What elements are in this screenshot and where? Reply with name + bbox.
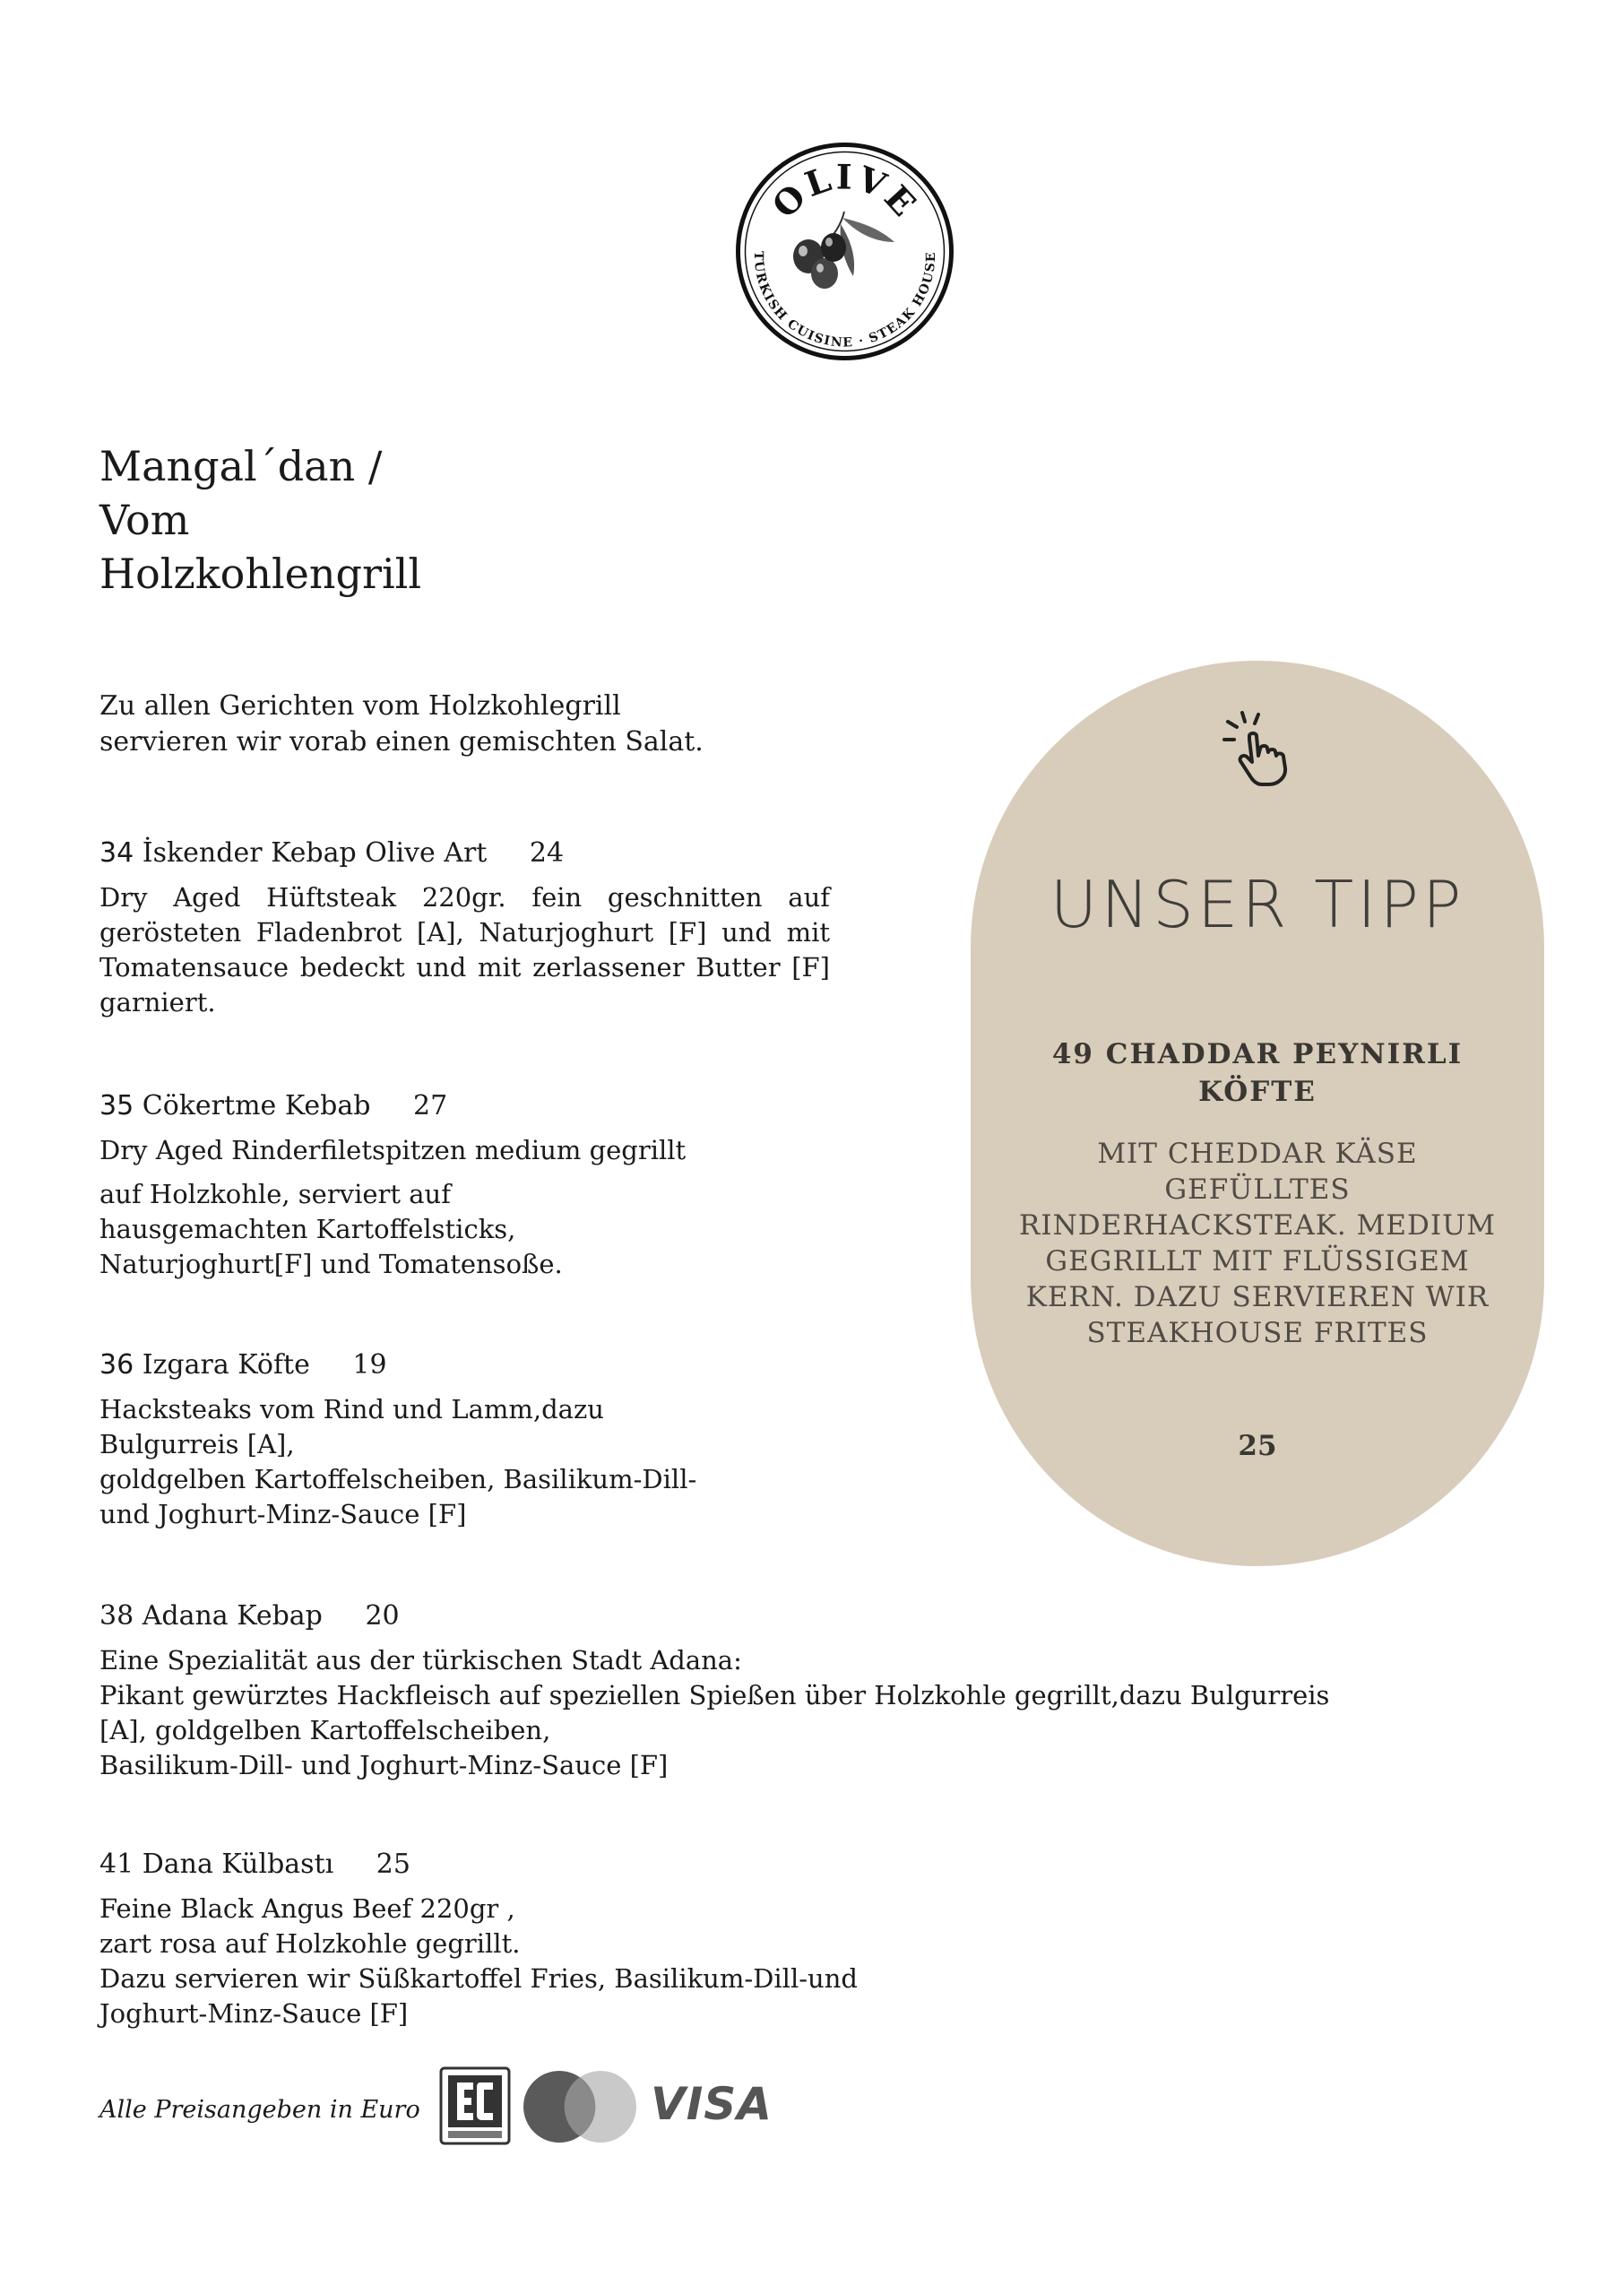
pointing-hand-icon — [1219, 706, 1301, 788]
tip-heading: UNSER TIPP — [1050, 867, 1465, 942]
description-line: Dry Aged Rinderfiletspitzen medium gegrillt — [99, 1135, 687, 1165]
title-line: Vom — [99, 496, 190, 544]
menu-item-36 — [99, 1347, 696, 1532]
tip-description-line: KERN. DAZU SERVIEREN WIR — [1025, 1281, 1490, 1313]
menu-item-header — [99, 1088, 686, 1124]
description-line: [A], goldgelben Kartoffelscheiben, — [99, 1715, 551, 1745]
description-line: Hacksteaks vom Rind und Lamm,dazu — [99, 1394, 604, 1424]
tip-dish-line: KÖFTE — [1198, 1076, 1317, 1108]
svg-text:OLIVE: OLIVE — [764, 156, 926, 226]
description-line: Basilikum-Dill- und Joghurt-Minz-Sauce [F] — [99, 1750, 669, 1780]
menu-item-name: İskender Kebap Olive Art — [142, 837, 488, 869]
menu-item-price: 27 — [413, 1090, 448, 1121]
description-line: und Joghurt-Minz-Sauce [F] — [99, 1499, 467, 1529]
menu-item-41 — [99, 1847, 858, 2031]
intro-line: Zu allen Gerichten vom Holzkohlegrill — [99, 690, 621, 722]
menu-item-description — [99, 1392, 696, 1532]
menu-item-34 — [99, 836, 830, 1020]
menu-item-description — [99, 880, 830, 1020]
menu-item-header — [99, 1347, 696, 1383]
olive-logo — [735, 142, 955, 361]
mastercard-logo — [516, 2066, 644, 2147]
menu-item-38 — [99, 1598, 1329, 1783]
menu-item-name: Cökertme Kebab — [142, 1090, 371, 1121]
menu-item-name: Izgara Köfte — [142, 1349, 310, 1381]
tip-price: 25 — [1238, 1430, 1277, 1462]
svg-text:TURKISH CUISINE · STEAK HOUSE: TURKISH CUISINE · STEAK HOUSE — [750, 251, 939, 351]
intro-line: servieren wir vorab einen gemischten Salat. — [99, 726, 704, 758]
menu-item-number: 35 — [99, 1090, 134, 1121]
menu-item-description — [99, 1643, 1329, 1783]
description-line: Dazu servieren wir Süßkartoffel Fries, Basilikum-Dill-und — [99, 1963, 858, 1994]
description-line: hausgemachten Kartoffelsticks, — [99, 1214, 516, 1244]
tip-description-line: GEFÜLLTES — [1164, 1173, 1351, 1206]
title-line: Holzkohlengrill — [99, 550, 422, 598]
tip-dish-name — [971, 1035, 1544, 1111]
description-line: Naturjoghurt[F] und Tomatensoße. — [99, 1249, 563, 1279]
tip-description — [989, 1136, 1526, 1351]
tip-dish-line: 49 CHADDAR PEYNIRLI — [1051, 1038, 1464, 1070]
description-text: Dry Aged Hüftsteak 220gr. fein geschnitten auf gerösteten Fladenbrot [A], Naturjoghurt [F] und mit Tomatensauce bedeckt und mit zerlassener Butter [F] garniert. — [99, 882, 830, 1017]
description-line: Eine Spezialität aus der türkischen Stadt Adana: — [99, 1645, 742, 1676]
price-note: Alle Preisangeben in Euro — [99, 2096, 420, 2124]
tip-description-line: GEGRILLT MIT FLÜSSIGEM — [1045, 1245, 1470, 1277]
description-line: Pikant gewürztes Hackfleisch auf speziellen Spießen über Holzkohle gegrillt,dazu Bulgurreis — [99, 1680, 1330, 1710]
ec-logo — [439, 2066, 511, 2145]
menu-item-header — [99, 1847, 858, 1883]
tip-description-line: MIT CHEDDAR KÄSE — [1097, 1138, 1418, 1170]
title-line: Mangal´dan / — [99, 442, 383, 490]
page-title — [99, 439, 421, 601]
menu-item-price: 24 — [529, 837, 565, 869]
menu-item-35 — [99, 1088, 686, 1282]
menu-item-description — [99, 1133, 686, 1282]
menu-item-header — [99, 836, 830, 871]
description-line: auf Holzkohle, serviert auf — [99, 1179, 451, 1209]
description-line: Bulgurreis [A], — [99, 1429, 295, 1459]
tip-description-line: RINDERHACKSTEAK. MEDIUM — [1019, 1209, 1496, 1242]
description-line: Joghurt-Minz-Sauce [F] — [99, 1998, 409, 2029]
visa-logo: VISA — [651, 2078, 773, 2130]
menu-item-header — [99, 1598, 1329, 1634]
menu-item-description — [99, 1892, 858, 2031]
description-line: zart rosa auf Holzkohle gegrillt. — [99, 1928, 521, 1959]
menu-item-number: 41 — [99, 1849, 134, 1880]
menu-item-number: 36 — [99, 1349, 134, 1381]
tip-description-line: STEAKHOUSE FRITES — [1086, 1317, 1429, 1349]
menu-item-price: 25 — [376, 1849, 410, 1880]
menu-item-name: Adana Kebap — [142, 1600, 323, 1632]
menu-item-price: 20 — [365, 1600, 400, 1632]
menu-item-number: 34 — [99, 837, 134, 869]
menu-item-name: Dana Külbastı — [142, 1849, 334, 1880]
description-line: Feine Black Angus Beef 220gr , — [99, 1893, 515, 1924]
menu-item-number: 38 — [99, 1600, 134, 1632]
description-line: goldgelben Kartoffelscheiben, Basilikum-Dill- — [99, 1464, 697, 1494]
menu-item-price: 19 — [352, 1349, 387, 1381]
intro-text — [99, 688, 704, 760]
recommendation-panel — [971, 661, 1544, 1566]
